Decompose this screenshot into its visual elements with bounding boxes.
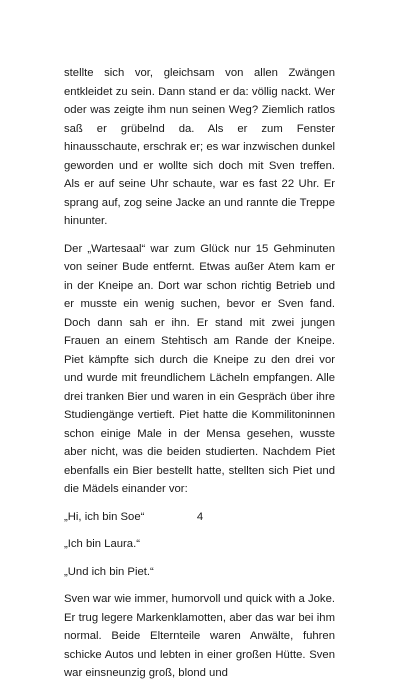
dialogue-line-laura: „Ich bin Laura.“ xyxy=(64,538,140,550)
paragraph-wartesaal: Der „Wartesaal“ war zum Glück nur 15 Gehminuten von seiner Bude entfernt. Etwas außer Atem kam er in der Kneipe an. Dort war schon richtig Betrieb und er musste ein wenig suchen, bevor er Sven fand. Doch dann sah er ihn. Er stand mit zwei jungen Frauen an einem Stehtisch am Rande der Kneipe. Piet kämpfte sich durch die Kneipe zu den drei vor und wurde mit freundlichem Lächeln empfangen. Alle drei tranken Bier und waren in ein Gespräch über ihre Studiengänge vertieft. Piet hatte die Kommilitoninnen schon einige Male in der Mensa gesehen, wusste aber nicht, was die beiden studierten. Nachdem Piet ebenfalls ein Bier bestellt hatte, stellten sich Piet und die Mädels einander vor: xyxy=(64,242,335,495)
dialogue-line-piet: „Und ich bin Piet.“ xyxy=(64,565,154,578)
page-number: 4 xyxy=(196,511,204,523)
dialogue-line-soe: „Hi, ich bin Soe“ xyxy=(64,510,145,523)
page-body xyxy=(64,64,335,683)
paragraph-opening: stellte sich vor, gleichsam von allen Zwängen entkleidet zu sein. Dann stand er da: völlig nackt. Wer oder was zeigte ihm nun seinen Weg? Ziemlich ratlos saß er grübelnd da. Als er zum Fenster hinausschaute, erschrak er; es war inzwischen dunkel geworden und er wollte sich doch mit Sven treffen. Als er auf seine Uhr schaute, war es fast 22 Uhr. Er sprang auf, zog seine Jacke an und rannte die Treppe hinunter. xyxy=(64,67,335,227)
paragraph-sven: Sven war wie immer, humorvoll und quick with a Joke. Er trug legere Markenklamotten, aber das war bei ihm normal. Beide Elternteile waren Anwälte, fuhren schicke Autos und lebten in einer großen Hütte. Sven war einsneunzig groß, blond und xyxy=(64,593,335,679)
